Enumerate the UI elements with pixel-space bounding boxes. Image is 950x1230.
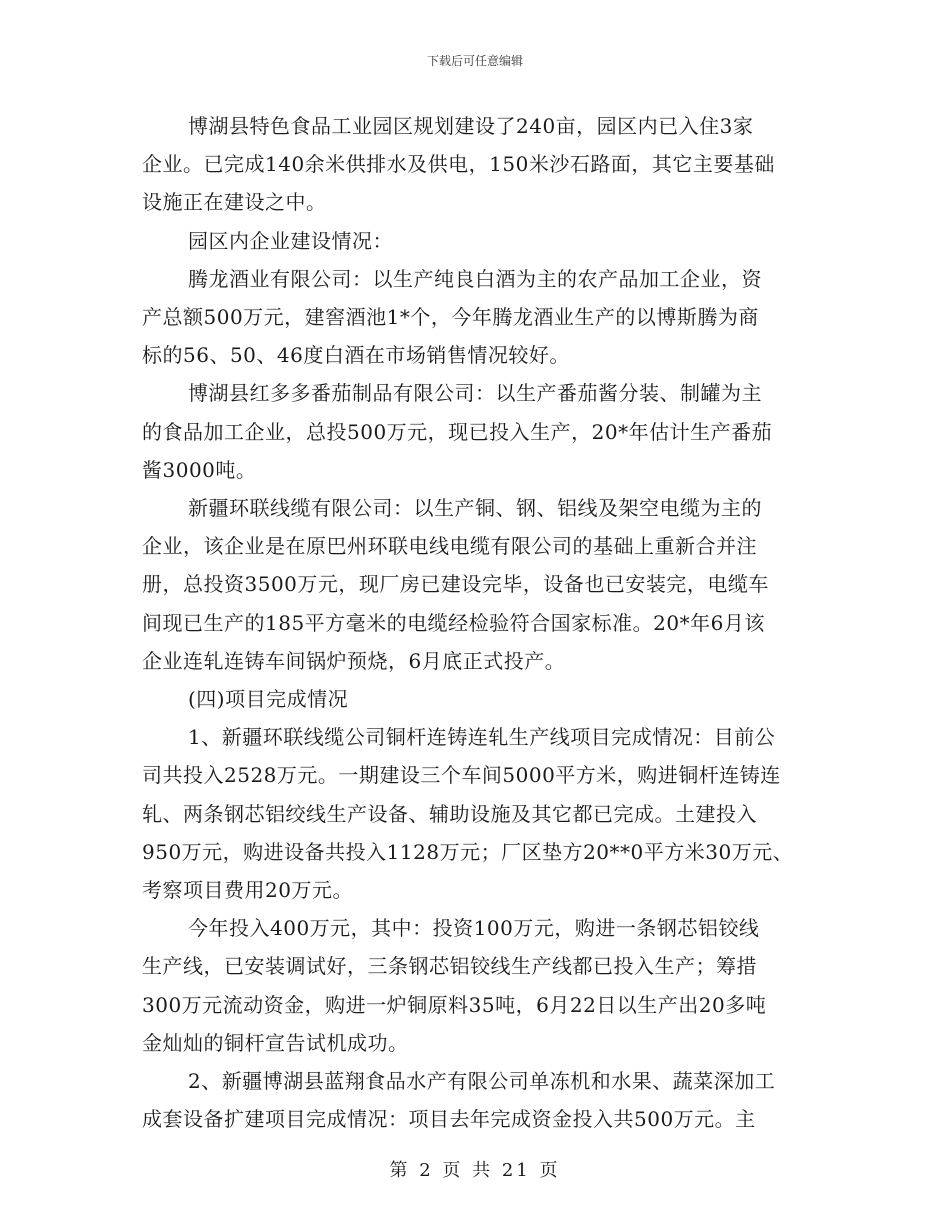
text-line: 今年投入400万元，其中：投资100万元，购进一条钢芯铝铰线	[188, 916, 760, 941]
text-line: 300万元流动资金，购进一炉铜原料35吨，6月22日以生产出20多吨	[142, 992, 767, 1017]
text-line: 2、新疆博湖县蓝翔食品水产有限公司单冻机和水果、蔬菜深加工	[188, 1069, 776, 1094]
text-line: 博湖县特色食品工业园区规划建设了240亩，园区内已入住3家	[188, 114, 754, 138]
section-heading: (四)项目完成情况	[188, 687, 349, 712]
text-line: 生产线，已安装调试好，三条钢芯铝铰线生产线都已投入生产；筹措	[142, 954, 757, 979]
document-body	[142, 107, 810, 1138]
text-line: 标的56、50、46度白酒在市场销售情况较好。	[142, 343, 570, 368]
text-line: 企业。已完成140余米供排水及供电，150米沙石路面，其它主要基础	[142, 152, 775, 177]
text-line: 博湖县红多多番茄制品有限公司：以生产番茄酱分装、制罐为主	[188, 381, 762, 406]
text-line: 企业，该企业是在原巴州环联电线电缆有限公司的基础上重新合并注	[142, 534, 757, 559]
text-line: 司共投入2528万元。一期建设三个车间5000平方米，购进铜杆连铸连	[142, 763, 781, 788]
text-line: 产总额500万元，建窖酒池1*个，今年腾龙酒业生产的以博斯腾为商	[142, 305, 759, 330]
text-line: 考察项目费用20万元。	[142, 878, 353, 903]
page-header: 下载后可任意编辑	[426, 54, 523, 68]
text-line: 册，总投资3500万元，现厂房已建设完毕，设备也已安装完，电缆车	[142, 572, 769, 597]
text-line: 金灿灿的铜杆宣告试机成功。	[142, 1030, 409, 1055]
text-line: 腾龙酒业有限公司：以生产纯良白酒为主的农产品加工企业，资	[188, 266, 762, 291]
text-line: 成套设备扩建项目完成情况：项目去年完成资金投入共500万元。主	[142, 1107, 756, 1132]
text-line: 间现已生产的185平方毫米的电缆经检验符合国家标准。20*年6月该	[142, 610, 765, 635]
text-line: 的食品加工企业，总投500万元，现已投入生产，20*年估计生产番茄	[142, 419, 773, 444]
text-line: 950万元，购进设备共投入1128万元；厂区垫方20**0平方米30万元、	[142, 839, 794, 864]
text-line: 轧、两条钢芯铝绞线生产设备、辅助设施及其它都已完成。土建投入	[142, 801, 757, 826]
text-line: 设施正在建设之中。	[142, 190, 327, 215]
text-line: 1、新疆环联线缆公司铜杆连铸连轧生产线项目完成情况：目前公	[188, 725, 776, 750]
text-line: 企业连轧连铸车间锅炉预烧，6月底正式投产。	[142, 648, 566, 673]
text-line: 新疆环联线缆有限公司：以生产铜、钢、铝线及架空电缆为主的	[188, 496, 762, 521]
page-footer: 第 2 页 共 21 页	[389, 1160, 561, 1181]
text-line: 酱3000吨。	[142, 457, 257, 482]
text-line: 园区内企业建设情况：	[188, 228, 393, 253]
